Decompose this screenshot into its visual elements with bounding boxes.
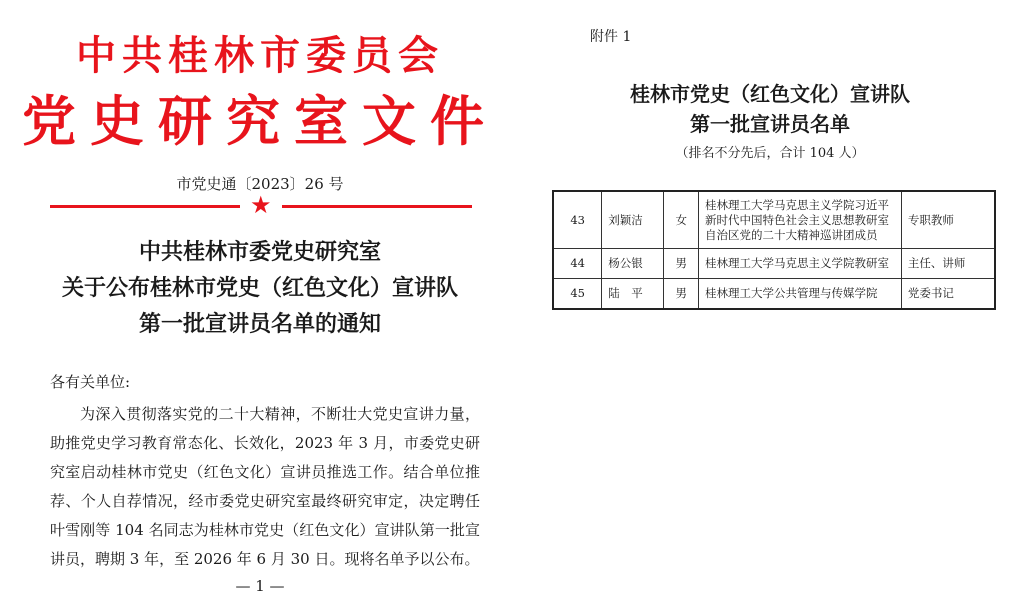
issuer-header-line2: 党史研究室文件 [22, 90, 498, 153]
member-name: 刘颖洁 [602, 191, 664, 249]
notice-title-line2: 关于公布桂林市党史（红色文化）宣讲队 [61, 276, 458, 301]
notice-title-line1: 中共桂林市委党史研究室 [138, 240, 381, 265]
table-row [553, 279, 995, 310]
member-title: 主任、讲师 [901, 249, 995, 279]
list-title-line1: 桂林市党史（红色文化）宣讲队 [630, 82, 910, 106]
member-title: 专职教师 [901, 191, 995, 249]
star-icon: ★ [250, 191, 272, 219]
attachment-page [520, 0, 1024, 608]
header-divider-right [282, 205, 472, 208]
attachment-label: 附件 1 [590, 29, 632, 45]
member-gender: 女 [664, 191, 699, 249]
list-note: （排名不分先后，合计 104 人） [675, 146, 865, 161]
header-divider-left [50, 205, 240, 208]
table-row [553, 191, 995, 249]
notice-body: 为深入贯彻落实党的二十大精神，不断壮大党史宣讲力量，助推党史学习教育常态化、长效化，2023 年 3 月，市委党史研究室启动桂林市党史（红色文化）宣讲员推选工作。结合单位推荐、个人自荐情况，经市委党史研究室最终研究审定，决定聘任叶雪刚等 104 名同志为桂林市党史（红色文化）宣讲队第一批宣讲员，聘期 3 年，至 2026 年 6 月 30 日。现将名单予以公布。 [50, 405, 480, 568]
row-number: 44 [553, 249, 602, 279]
member-unit: 桂林理工大学马克思主义学院教研室 [699, 249, 902, 279]
member-unit: 桂林理工大学马克思主义学院习近平新时代中国特色社会主义思想教研室 自治区党的二十大精神巡讲团成员 [699, 191, 902, 249]
member-gender: 男 [664, 279, 699, 310]
salutation: 各有关单位: [50, 373, 131, 391]
roster-table [552, 190, 996, 310]
member-name: 陆 平 [602, 279, 664, 310]
page-number: — 1 — [235, 577, 285, 595]
member-title: 党委书记 [901, 279, 995, 310]
list-title-line2: 第一批宣讲员名单 [690, 112, 850, 136]
issuer-header-line1: 中共桂林市委员会 [76, 33, 444, 79]
document-number: 市党史通〔2023〕26 号 [176, 175, 344, 193]
row-number: 43 [553, 191, 602, 249]
member-name: 杨公银 [602, 249, 664, 279]
member-gender: 男 [664, 249, 699, 279]
member-unit: 桂林理工大学公共管理与传媒学院 [699, 279, 902, 310]
row-number: 45 [553, 279, 602, 310]
table-row [553, 249, 995, 279]
notice-title-line3: 第一批宣讲员名单的通知 [138, 312, 381, 337]
